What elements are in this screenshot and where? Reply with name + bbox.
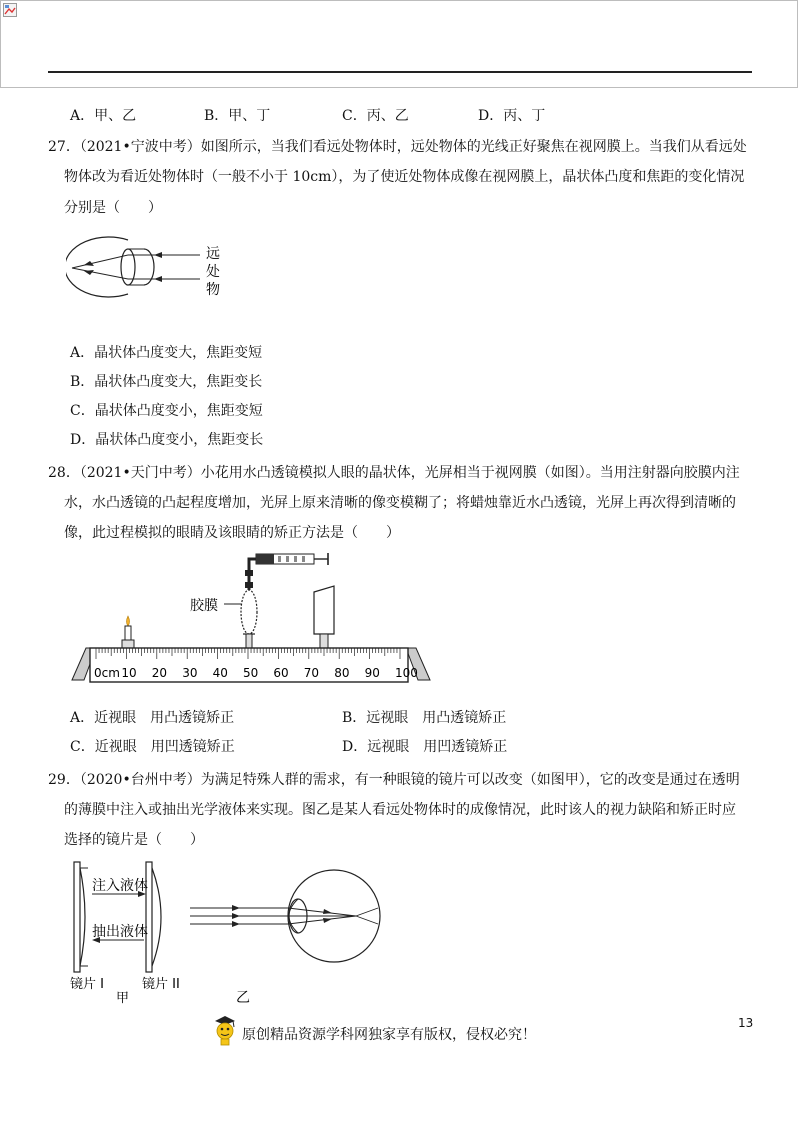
q29-label-lens1: 镜片 I <box>70 977 104 992</box>
q28-option-c: C．近视眼 用凹透镜矫正 <box>70 739 235 755</box>
q29-line-3: 选择的镜片是（ ） <box>64 832 204 848</box>
q29-lens-figure <box>66 856 416 1006</box>
q29-label-extract: 抽出液体 <box>92 924 148 940</box>
q27-eye-figure <box>66 228 236 308</box>
copyright-footer: 原创精品资源学科网独家享有版权，侵权必究！ <box>242 1027 536 1043</box>
scale-label: 40 <box>212 666 228 680</box>
q27-label-yuan: 远 <box>206 246 220 262</box>
q28-line-3: 像，此过程模拟的眼睛及该眼睛的矫正方法是（ ） <box>64 525 400 541</box>
broken-image-icon <box>3 3 17 17</box>
q27-option-d: D．晶状体凸度变小，焦距变长 <box>70 432 264 448</box>
q29-label-jia: 甲 <box>116 991 130 1006</box>
q28-label-film: 胶膜 <box>190 598 218 614</box>
q29-label-lens2: 镜片 II <box>142 977 180 992</box>
q29-line-2: 的薄膜中注入或抽出光学液体来实现。图乙是某人看远处物体时的成像情况，此时该人的视力缺陷和矫正时应 <box>64 802 736 818</box>
scale-label: 30 <box>182 666 198 680</box>
q29-label-inject: 注入液体 <box>92 878 148 894</box>
scale-label: 90 <box>364 666 380 680</box>
q27-option-b: B．晶状体凸度变大，焦距变长 <box>70 374 263 390</box>
q27-line-3: 分别是（ ） <box>64 200 162 216</box>
page-number: 13 <box>738 1016 754 1030</box>
q28-line-1: 28．（2021•天门中考）小花用水凸透镜模拟人眼的晶状体，光屏相当于视网膜（如图）。当用注射器向胶膜内注 <box>48 465 740 481</box>
q26-option-d: D．丙、丁 <box>478 108 546 124</box>
page-header-frame <box>0 0 798 88</box>
mascot-icon <box>212 1014 238 1046</box>
scale-label: 100 <box>395 666 418 680</box>
q27-line-2: 物体改为看近处物体时（一般不小于 10cm），为了使近处物体成像在视网膜上，晶状体凸度和焦距的变化情况 <box>64 169 745 185</box>
q28-optical-bench-figure <box>66 550 436 690</box>
scale-label: 80 <box>334 666 350 680</box>
q27-option-a: A．晶状体凸度变大，焦距变短 <box>70 345 263 361</box>
q29-label-yi: 乙 <box>236 990 250 1006</box>
q26-option-a: A．甲、乙 <box>70 108 137 124</box>
q28-option-a: A．近视眼 用凸透镜矫正 <box>70 710 235 726</box>
q26-option-b: B．甲、丁 <box>204 108 271 124</box>
q27-label-wu: 物 <box>206 282 220 298</box>
q27-line-1: 27．（2021•宁波中考）如图所示，当我们看远处物体时，远处物体的光线正好聚焦在视网膜上。当我们从看远处 <box>48 139 747 155</box>
scale-label: 50 <box>243 666 259 680</box>
q28-option-d: D．远视眼 用凹透镜矫正 <box>342 739 508 755</box>
q29-line-1: 29．（2020•台州中考）为满足特殊人群的需求，有一种眼镜的镜片可以改变（如图甲），它的改变是通过在透明 <box>48 772 740 788</box>
scale-label: 60 <box>273 666 289 680</box>
header-rule <box>48 71 752 73</box>
q26-option-c: C．丙、乙 <box>342 108 409 124</box>
q28-option-b: B．远视眼 用凸透镜矫正 <box>342 710 507 726</box>
scale-label: 10 <box>121 666 137 680</box>
q27-label-chu: 处 <box>206 264 220 280</box>
q27-option-c: C．晶状体凸度变小，焦距变短 <box>70 403 263 419</box>
scale-label: 0cm <box>94 666 120 680</box>
scale-label: 70 <box>303 666 320 680</box>
q28-line-2: 水，水凸透镜的凸起程度增加，光屏上原来清晰的像变模糊了；将蜡烛靠近水凸透镜，光屏上再次得到清晰的 <box>64 495 736 511</box>
scale-label: 20 <box>151 666 168 680</box>
